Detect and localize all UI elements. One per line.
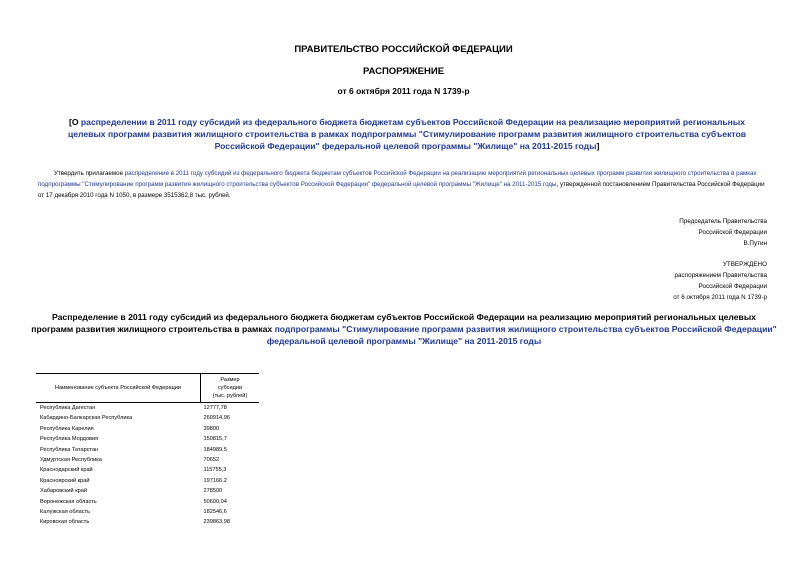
- table-header-row: [36, 374, 259, 403]
- column-header-amount-line2: субсидии: [217, 385, 243, 391]
- table-row: [36, 517, 259, 527]
- order-prefix: Утвердить прилагаемое: [54, 170, 125, 177]
- column-header-amount-line3: (тыс. рублей): [212, 393, 248, 399]
- region-name: Калужская область: [40, 509, 91, 516]
- subsidy-amount: 115755,3: [203, 467, 227, 474]
- distribution-title-plain: Распределение в 2011 году субсидий из федерального бюджета бюджетам субъектов Российской Федерации на реализацию мероприятий региональных целевых программ развития жилищного строительства в рамках: [31, 312, 756, 334]
- approval-line-2: распоряжением Правительства: [674, 272, 767, 279]
- region-name: Хабаровский край: [40, 488, 88, 495]
- column-header-amount-line1: Размер: [220, 377, 240, 383]
- approval-block: [673, 259, 767, 303]
- government-title: ПРАВИТЕЛЬСТВО РОССИЙСКОЙ ФЕДЕРАЦИИ: [294, 44, 513, 55]
- approval-title: УТВЕРЖДЕНО: [722, 261, 767, 268]
- table-row: [36, 424, 259, 434]
- region-name: Кабардино-Балкарская Республика: [40, 415, 133, 422]
- region-name: Республика Дагестан: [40, 405, 96, 411]
- subsidy-table: [36, 373, 259, 528]
- region-name: Республика Карелия: [40, 425, 94, 432]
- column-header-region: Наименование субъекта Российской Федерации: [36, 374, 201, 403]
- table-row: [36, 445, 259, 455]
- subsidy-amount: 50600,04: [203, 498, 227, 505]
- order-distribution-link[interactable]: распределение в 2011 году субсидий из федерального бюджета бюджетам субъектов Российской Федерации на реализацию мероприятий региональных целевых программ развития жилищного строительства в рамках подпрограммы "Стимулирование программ развития жилищного строительства субъектов Российской Федерации" федеральной целевой программы "Жилище" на 2011-2015 годы: [38, 170, 757, 188]
- signature-block: [679, 216, 767, 249]
- region-name: Республика Мордовия: [40, 436, 99, 443]
- subject-open-bracket: [О: [68, 117, 81, 127]
- subsidy-amount: 70652: [203, 457, 220, 464]
- subject-link[interactable]: распределении в 2011 году субсидий из федерального бюджета бюджетам субъектов Российской Федерации на реализацию мероприятий региональных целевых программ развития жилищного строительства в рамках подпрограммы "Стимулирование программ развития жилищного строительства субъектов Российской Федерации" федеральной целевой программы "Жилище" на 2011-2015 годы: [67, 117, 747, 151]
- region-name: Республика Татарстан: [40, 446, 99, 453]
- signature-position-2: Российской Федерации: [698, 229, 767, 236]
- document-date-number: от 6 октября 2011 года N 1739-р: [337, 86, 470, 96]
- subsidy-amount: 278500: [203, 488, 223, 495]
- region-name: Удмуртская Республика: [40, 457, 102, 464]
- table-row: [36, 507, 259, 517]
- signature-position: Председатель Правительства: [679, 218, 767, 225]
- table-row: [36, 413, 259, 423]
- distribution-title-link[interactable]: подпрограммы "Стимулирование программ развития жилищного строительства субъектов Российской Федерации" федеральной целевой программы "Жилище" на 2011-2015 годы: [266, 324, 777, 346]
- subsidy-amount: 239863,98: [203, 519, 230, 526]
- table-row: [36, 486, 259, 496]
- table-row: [36, 497, 259, 507]
- distribution-title: [30, 311, 778, 347]
- subsidy-amount: 150815,7: [203, 436, 227, 443]
- table-row: [36, 455, 259, 465]
- order-paragraph: [38, 168, 770, 201]
- column-header-amount: [201, 374, 260, 403]
- order-suffix: , утвержденной постановлением Правительства Российской Федерации от 17 декабря 2010 года N 1050, в размере 3515362,8 тыс. рублей.: [38, 181, 765, 199]
- approval-line-3: Российской Федерации: [698, 283, 767, 290]
- approval-date: от 6 октября 2011 года N 1739-р: [673, 294, 767, 301]
- table-row: [36, 476, 259, 486]
- table-row: [36, 434, 259, 444]
- subsidy-amount: 182546,6: [203, 509, 227, 516]
- region-name: Краснодарский край: [40, 467, 93, 474]
- document-subject: [50, 116, 764, 152]
- document-type: РАСПОРЯЖЕНИЕ: [362, 66, 445, 77]
- subsidy-amount: 260914,96: [203, 415, 230, 422]
- signature-name: В.Путин: [743, 240, 767, 247]
- subject-close-bracket: ]: [596, 141, 600, 151]
- region-name: Воронежская область: [40, 498, 97, 505]
- region-name: Кировская область: [40, 519, 90, 526]
- region-name: Красноярский край: [40, 477, 90, 484]
- subsidy-amount: 12777,78: [203, 405, 227, 411]
- subsidy-amount: 197166,2: [203, 477, 227, 484]
- subsidy-amount: 39800: [203, 425, 220, 432]
- subsidy-amount: 184989,5: [203, 446, 227, 453]
- table-row: [36, 465, 259, 475]
- table-row: [36, 403, 259, 414]
